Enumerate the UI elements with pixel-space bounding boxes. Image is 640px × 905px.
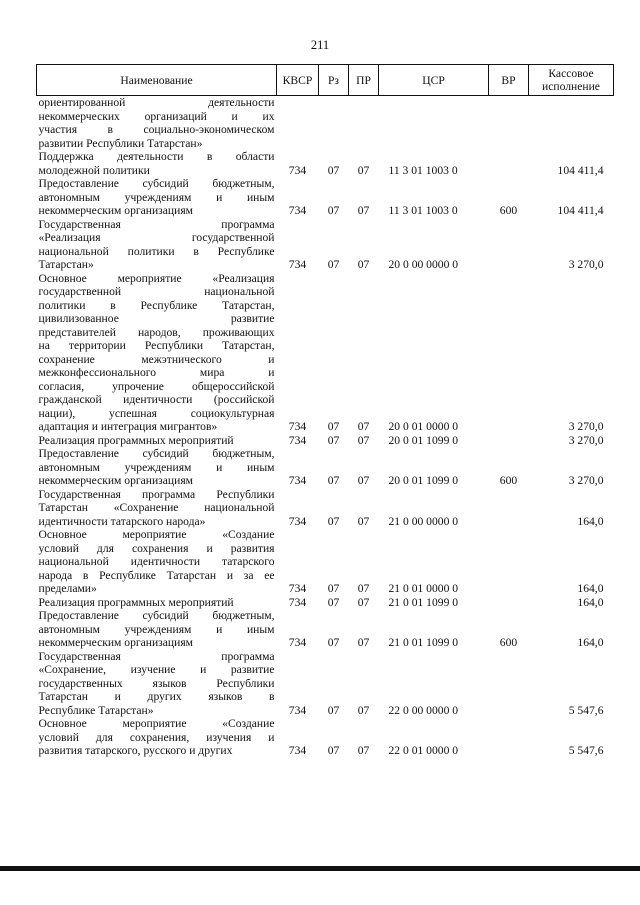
row-name-line: условий для сохранения и развития bbox=[38, 541, 275, 555]
row-name-line: межконфессионального мира и bbox=[38, 366, 275, 379]
row-name-line: цивилизованное развитие bbox=[38, 312, 275, 325]
row-pr bbox=[349, 96, 379, 151]
row-pr: 07 bbox=[357, 474, 370, 487]
row-name bbox=[37, 434, 277, 448]
table-body bbox=[37, 96, 614, 758]
row-pr: 07 bbox=[357, 163, 370, 177]
row-name-line: Татарстан» bbox=[38, 258, 94, 271]
row-csr: 21 0 01 0000 0 bbox=[388, 582, 459, 595]
row-name-line: на территории Республики Татарстан, bbox=[38, 339, 275, 352]
row-name-line: условий для сохранения, изучения и bbox=[38, 730, 275, 744]
row-sum: 5 547,6 bbox=[568, 744, 604, 757]
row-vr: 600 bbox=[499, 474, 518, 487]
row-pr: 07 bbox=[357, 204, 370, 217]
row-name-line: развития татарского, русского и других bbox=[38, 744, 233, 757]
row-name-line: развитии Республики Татарстан» bbox=[38, 136, 203, 150]
row-name-line: согласия, упрочение общероссийской bbox=[38, 379, 275, 393]
header-vr: ВР bbox=[489, 65, 529, 96]
page-number: 211 bbox=[310, 38, 330, 52]
row-kvsr: 734 bbox=[288, 703, 307, 717]
row-pr: 07 bbox=[357, 703, 370, 717]
row-csr: 20 0 01 0000 0 bbox=[388, 420, 459, 433]
row-csr: 20 0 00 0000 0 bbox=[388, 258, 459, 271]
row-name-line: некоммерческих организаций и их bbox=[38, 109, 275, 123]
row-rz: 07 bbox=[327, 636, 340, 649]
table-row bbox=[37, 177, 614, 218]
row-name-line: Реализация программных мероприятий bbox=[38, 595, 234, 609]
row-kvsr: 734 bbox=[288, 433, 307, 447]
budget-table bbox=[36, 64, 614, 758]
row-name-line: Реализация программных мероприятий bbox=[38, 433, 234, 447]
row-sum: 104 411,4 bbox=[557, 204, 604, 217]
row-vr bbox=[489, 434, 529, 448]
row-name bbox=[37, 650, 277, 718]
row-name-line: некоммерческим организациям bbox=[38, 636, 193, 649]
row-name-line: идентичности татарского народа» bbox=[38, 514, 206, 528]
row-vr bbox=[489, 272, 529, 434]
row-sum: 164,0 bbox=[577, 636, 604, 649]
row-name-line: политики в Республике Татарстан, bbox=[38, 298, 275, 312]
header-pr: ПР bbox=[349, 65, 379, 96]
row-vr bbox=[489, 218, 529, 272]
row-name-line: сохранение межэтнического и bbox=[38, 352, 275, 366]
row-name-line: народа в Республике Татарстан и за ее bbox=[38, 568, 275, 582]
row-name bbox=[37, 488, 277, 529]
row-kvsr: 734 bbox=[288, 258, 307, 271]
row-rz: 07 bbox=[327, 582, 340, 595]
row-name bbox=[37, 717, 277, 758]
row-rz: 07 bbox=[327, 204, 340, 217]
row-name-line: Государственная программа Республики bbox=[38, 487, 275, 501]
row-csr: 20 0 01 1099 0 bbox=[388, 433, 459, 447]
row-rz: 07 bbox=[327, 163, 340, 177]
row-name-line: участия в социально-экономическом bbox=[38, 123, 275, 136]
row-sum: 164,0 bbox=[577, 582, 604, 595]
row-pr: 07 bbox=[357, 595, 370, 609]
row-name bbox=[37, 150, 277, 177]
table-row bbox=[37, 609, 614, 650]
row-name-line: Татарстан и других языков в bbox=[38, 690, 275, 703]
row-name-line: Предоставление субсидий бюджетным, bbox=[38, 609, 275, 622]
header-sum: Кассовое исполнение bbox=[529, 65, 614, 96]
header-rz: Рз bbox=[319, 65, 349, 96]
row-pr: 07 bbox=[357, 636, 370, 649]
row-vr bbox=[489, 717, 529, 758]
row-sum: 3 270,0 bbox=[568, 433, 604, 447]
row-sum: 3 270,0 bbox=[568, 258, 604, 271]
row-sum: 5 547,6 bbox=[568, 703, 604, 717]
table-row bbox=[37, 596, 614, 610]
row-name-line: молодежной политики bbox=[38, 163, 150, 177]
row-csr: 11 3 01 1003 0 bbox=[388, 163, 458, 177]
table-row bbox=[37, 434, 614, 448]
table-row bbox=[37, 150, 614, 177]
row-name-line: Татарстан «Сохранение национальной bbox=[38, 501, 275, 514]
row-pr: 07 bbox=[357, 433, 370, 447]
row-sum: 3 270,0 bbox=[568, 474, 604, 487]
row-name-line: представителей народов, проживающих bbox=[38, 325, 275, 339]
row-name-line: Государственная программа bbox=[38, 649, 275, 663]
row-csr: 20 0 01 1099 0 bbox=[388, 474, 459, 487]
row-pr: 07 bbox=[357, 420, 370, 433]
row-sum: 164,0 bbox=[577, 595, 604, 609]
row-csr bbox=[379, 96, 489, 151]
row-name bbox=[37, 218, 277, 272]
table-row bbox=[37, 717, 614, 758]
table-row bbox=[37, 96, 614, 151]
row-kvsr: 734 bbox=[288, 582, 307, 595]
table-row bbox=[37, 488, 614, 529]
row-name-line: автономным учреждениям и иным bbox=[38, 190, 275, 204]
row-name-line: Основное мероприятие «Создание bbox=[38, 717, 275, 730]
row-kvsr: 734 bbox=[288, 420, 307, 433]
row-name bbox=[37, 177, 277, 218]
row-name bbox=[37, 528, 277, 596]
table-row bbox=[37, 528, 614, 596]
row-sum: 3 270,0 bbox=[568, 420, 604, 433]
row-name bbox=[37, 96, 277, 151]
row-rz: 07 bbox=[327, 595, 340, 609]
row-name-line: Предоставление субсидий бюджетным, bbox=[38, 447, 275, 460]
row-name-line: нации), успешная социокультурная bbox=[38, 406, 275, 420]
row-vr bbox=[489, 650, 529, 718]
row-name-line: Государственная программа bbox=[38, 217, 275, 231]
row-vr: 600 bbox=[499, 204, 518, 217]
row-name-line: Поддержка деятельности в области bbox=[38, 150, 275, 163]
row-name-line: национальной идентичности татарского bbox=[38, 555, 275, 568]
row-sum bbox=[529, 96, 614, 151]
header-csr: ЦСР bbox=[379, 65, 489, 96]
row-rz: 07 bbox=[327, 474, 340, 487]
row-kvsr: 734 bbox=[288, 163, 307, 177]
row-name-line: «Сохранение, изучение и развитие bbox=[38, 663, 275, 676]
row-name bbox=[37, 609, 277, 650]
row-kvsr: 734 bbox=[288, 514, 307, 528]
row-rz: 07 bbox=[327, 258, 340, 271]
row-csr: 21 0 01 1099 0 bbox=[388, 595, 459, 609]
row-csr: 21 0 01 1099 0 bbox=[388, 636, 459, 649]
row-kvsr bbox=[277, 96, 319, 151]
row-pr: 07 bbox=[357, 514, 370, 528]
row-csr: 22 0 00 0000 0 bbox=[388, 703, 459, 717]
row-vr bbox=[489, 596, 529, 610]
row-vr bbox=[489, 528, 529, 596]
row-pr: 07 bbox=[357, 258, 370, 271]
bottom-edge-bar bbox=[0, 866, 640, 871]
row-name-line: государственной национальной bbox=[38, 285, 275, 298]
header-name: Наименование bbox=[37, 65, 277, 96]
row-pr: 07 bbox=[357, 744, 370, 757]
row-vr bbox=[489, 150, 529, 177]
row-name-line: «Реализация государственной bbox=[38, 231, 275, 244]
row-name bbox=[37, 272, 277, 434]
header-kvsr: КВСР bbox=[277, 65, 319, 96]
row-vr bbox=[489, 96, 529, 151]
table-row bbox=[37, 218, 614, 272]
row-name-line: автономным учреждениям и иным bbox=[38, 460, 275, 474]
row-rz: 07 bbox=[327, 703, 340, 717]
row-name-line: гражданской идентичности (российской bbox=[38, 393, 275, 406]
row-rz bbox=[319, 96, 349, 151]
row-rz: 07 bbox=[327, 744, 340, 757]
row-name-line: пределами» bbox=[38, 582, 97, 595]
table-row bbox=[37, 650, 614, 718]
row-kvsr: 734 bbox=[288, 204, 307, 217]
row-name-line: ориентированной деятельности bbox=[38, 96, 275, 109]
table-row bbox=[37, 447, 614, 488]
row-csr: 21 0 00 0000 0 bbox=[388, 514, 459, 528]
row-kvsr: 734 bbox=[288, 595, 307, 609]
row-name-line: национальной политики в Республике bbox=[38, 244, 275, 258]
row-rz: 07 bbox=[327, 420, 340, 433]
row-sum: 164,0 bbox=[577, 514, 604, 528]
row-name bbox=[37, 596, 277, 610]
row-name-line: Предоставление субсидий бюджетным, bbox=[38, 177, 275, 190]
row-name-line: адаптация и интеграция мигрантов» bbox=[38, 420, 218, 433]
row-vr: 600 bbox=[499, 636, 518, 649]
table-header bbox=[37, 65, 614, 96]
row-name bbox=[37, 447, 277, 488]
row-kvsr: 734 bbox=[288, 744, 307, 757]
row-name-line: государственных языков Республики bbox=[38, 676, 275, 690]
table-row bbox=[37, 272, 614, 434]
row-vr bbox=[489, 488, 529, 529]
row-sum: 104 411,4 bbox=[557, 163, 604, 177]
row-name-line: Основное мероприятие «Реализация bbox=[38, 271, 275, 285]
row-pr: 07 bbox=[357, 582, 370, 595]
row-name-line: некоммерческим организациям bbox=[38, 474, 193, 487]
row-name-line: Республике Татарстан» bbox=[38, 703, 154, 717]
row-rz: 07 bbox=[327, 433, 340, 447]
row-kvsr: 734 bbox=[288, 636, 307, 649]
row-csr: 11 3 01 1003 0 bbox=[388, 204, 458, 217]
row-name-line: Основное мероприятие «Создание bbox=[38, 528, 275, 541]
row-csr: 22 0 01 0000 0 bbox=[388, 744, 459, 757]
row-name-line: автономным учреждениям и иным bbox=[38, 622, 275, 636]
row-kvsr: 734 bbox=[288, 474, 307, 487]
row-rz: 07 bbox=[327, 514, 340, 528]
row-name-line: некоммерческим организациям bbox=[38, 204, 193, 217]
